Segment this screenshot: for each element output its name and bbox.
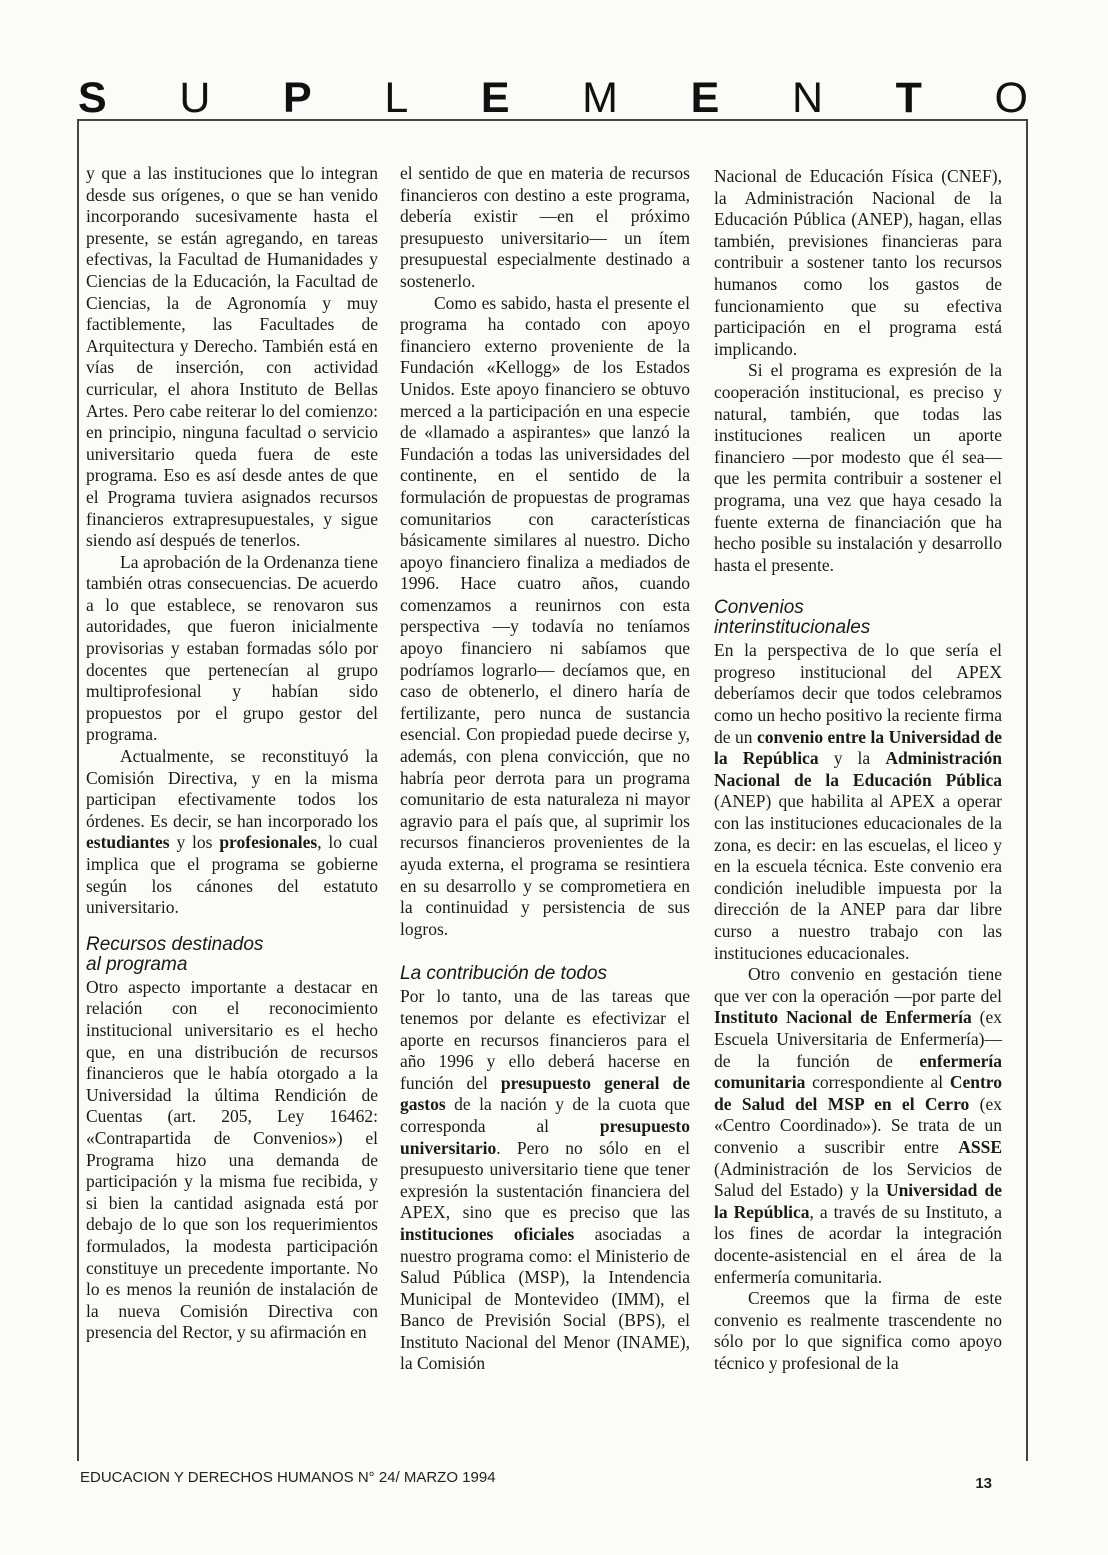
section-heading: La contribución de todos bbox=[400, 963, 608, 985]
header-letter: M bbox=[582, 74, 618, 122]
paragraph: Otro convenio en gestación tiene que ver con la operación —por parte del Instituto Nacional de Enfermería (ex Escuela Universitaria de Enfermería)— de la función de enfermería comunitaria correspondiente al Centro de Salud del MSP en el Cerro (ex «Centro Coordinado»). Se trata de un convenio a suscribir entre ASSE (Administración de los Servicios de Salud del Estado) y la Universidad de la República, a través de su Instituto, a los fines de acordar la integración docente-asistencial en el área de la enfermería comunitaria. bbox=[714, 964, 1003, 1287]
paragraph: Si el programa es expresión de la cooperación institucional, es preciso y natural, también, que todas las instituciones realicen un aporte financiero —por modesto que él sea— que les permita contribuir a sostener el programa, una vez que haya cesado la fuente externa de financiación que ha hecho posible su instalación y desarrollo hasta el presente. bbox=[714, 360, 1002, 575]
section-heading: Convenios interinstitucionales bbox=[714, 597, 871, 639]
paragraph: Creemos que la firma de este convenio es realmente trascendente no sólo por lo que significa como apoyo técnico y profesional de la bbox=[714, 1288, 1002, 1373]
publication-info: EDUCACION Y DERECHOS HUMANOS N° 24/ MARZO 1994 bbox=[80, 1469, 496, 1486]
paragraph: y que a las instituciones que lo integran desde sus orígenes, o que se han venido incorporando sucesivamente hasta el presente, se están agregando, en tareas efectivas, la Facultad de Humanidades y Ciencias de la Educación, la Facultad de Ciencias, la de Agronomía y muy factiblemente, las Facultades de Arquitectura y Derecho. También está en vías de inserción, con actividad curricular, el ahora Instituto de Bellas Artes. Pero cabe reiterar lo del comienzo: en principio, ninguna facultad o servicio universitario queda fuera de este programa. Eso es así desde antes de que el Programa tuviera asignados recursos financieros extrapresupuestales, y sigue siendo así después de tenerlos. bbox=[86, 163, 378, 551]
header-letter: O bbox=[994, 74, 1028, 122]
page-number: 13 bbox=[975, 1475, 992, 1492]
paragraph: La aprobación de la Ordenanza tiene también otras consecuencias. De acuerdo a lo que establece, se renovaron sus autoridades, que fueron inicialmente provisorias y estaban formadas sólo por docentes que pertenecían al grupo multiprofesional y habían sido propuestos por el grupo gestor del programa. bbox=[86, 551, 378, 745]
text-column-3 bbox=[714, 166, 1002, 1374]
header-letter: T bbox=[895, 74, 922, 122]
paragraph: Como es sabido, hasta el presente el programa ha contado con apoyo financiero externo proveniente de la Fundación «Kellogg» de los Estados Unidos. Este apoyo financiero se obtuvo merced a la participación en una especie de «llamado a aspirantes» que lanzó la Fundación a todas las universidades del continente, en el sentido de la formulación de propuestas de programas comunitarios con características básicamente similares al nuestro. Dicho apoyo financiero finaliza a mediados de 1996. Hace cuatro años, cuando comenzamos a reunirnos con esta perspectiva —y todavía no teníamos apoyo financiero ni sabíamos que podríamos lograrlo— decíamos que, en caso de obtenerlo, el dinero haría de fertilizante, pero nunca de sustancia esencial. Con propiedad puede decirse y, además, con plena convicción, que no habría peor derrota para un programa comunitario de esta naturaleza ni mayor agravio para el país que, al suprimir los recursos financieros provenientes de la ayuda externa, el programa se resintiera en su desarrollo y se comprometiera en la continuidad y persistencia de sus logros. bbox=[400, 292, 690, 939]
header-letter: E bbox=[480, 74, 510, 122]
header-letter: L bbox=[384, 74, 409, 122]
header-letter: U bbox=[179, 74, 211, 122]
paragraph: En la perspectiva de lo que sería el progreso institucional del APEX deberíamos decir que todos celebramos como un hecho positivo la reciente firma de un convenio entre la Universidad de la República y la Administración Nacional de la Educación Pública (ANEP) que habilita al APEX a operar con las instituciones educacionales de la zona, es decir: en las escuelas, el liceo y en la escuela técnica. Este convenio era condición ineludible impuesta por la dirección de la ANEP para dar libre curso a nuestro trabajo con las instituciones educacionales. bbox=[714, 640, 1002, 963]
paragraph: Otro aspecto importante a destacar en relación con el reconocimiento institucional universitario es el hecho que, en una distribución de recursos financieros que le había otorgado a la Universidad la última Rendición de Cuentas (art. 205, Ley 16462: «Contrapartida de Convenios») el Programa hizo una demanda de participación y la misma fue recibida, y si bien la cantidad asignada está por debajo de lo que son los requerimientos formulados, la modesta participación constituye un precedente importante. No lo es menos la reunión de instalación de la nueva Comisión Directiva con presencia del Rector, y su afirmación en bbox=[86, 976, 378, 1343]
text-column-1 bbox=[86, 163, 378, 1344]
text-column-2 bbox=[400, 163, 690, 1375]
header-letter: N bbox=[791, 74, 823, 122]
header-letter: S bbox=[78, 74, 107, 122]
section-header bbox=[78, 70, 1028, 126]
header-letter: P bbox=[283, 74, 312, 122]
paragraph: el sentido de que en materia de recursos financieros con destino a este programa, debería existir —en el próximo presupuesto universitario— un ítem presupuestal especialmente destinado a sostenerlo. bbox=[400, 163, 690, 291]
paragraph: Actualmente, se reconstituyó la Comisión Directiva, y en la misma participan efectivamente todos los órdenes. Es decir, se han incorporado los estudiantes y los profesionales, lo cual implica que el programa se gobierne según los cánones del estatuto universitario. bbox=[86, 746, 378, 918]
section-heading: Recursos destinados al programa bbox=[86, 933, 264, 975]
paragraph: Por lo tanto, una de las tareas que tenemos por delante es efectivizar el aporte en recursos financieros para el año 1996 y ello deberá hacerse en función del presupuesto general de gastos de la nación y de la cuota que corresponda al presupuesto universitario. Pero no sólo en el presupuesto universitario tiene que tener expresión la sustentación financiera del APEX, sino que es preciso que las instituciones oficiales asociadas a nuestro programa como: el Ministerio de Salud Pública (MSP), la Intendencia Municipal de Montevideo (IMM), el Banco de Previsión Social (BPS), el Instituto Nacional del Menor (INAME), la Comisión bbox=[400, 986, 691, 1374]
header-letter: E bbox=[690, 74, 720, 122]
paragraph: Nacional de Educación Física (CNEF), la Administración Nacional de la Educación Pública (ANEP), hagan, ellas también, previsiones financieras para contribuir a sostener tanto los recursos humanos como los gastos de funcionamiento que su efectiva participación en el programa está implicando. bbox=[714, 166, 1002, 359]
